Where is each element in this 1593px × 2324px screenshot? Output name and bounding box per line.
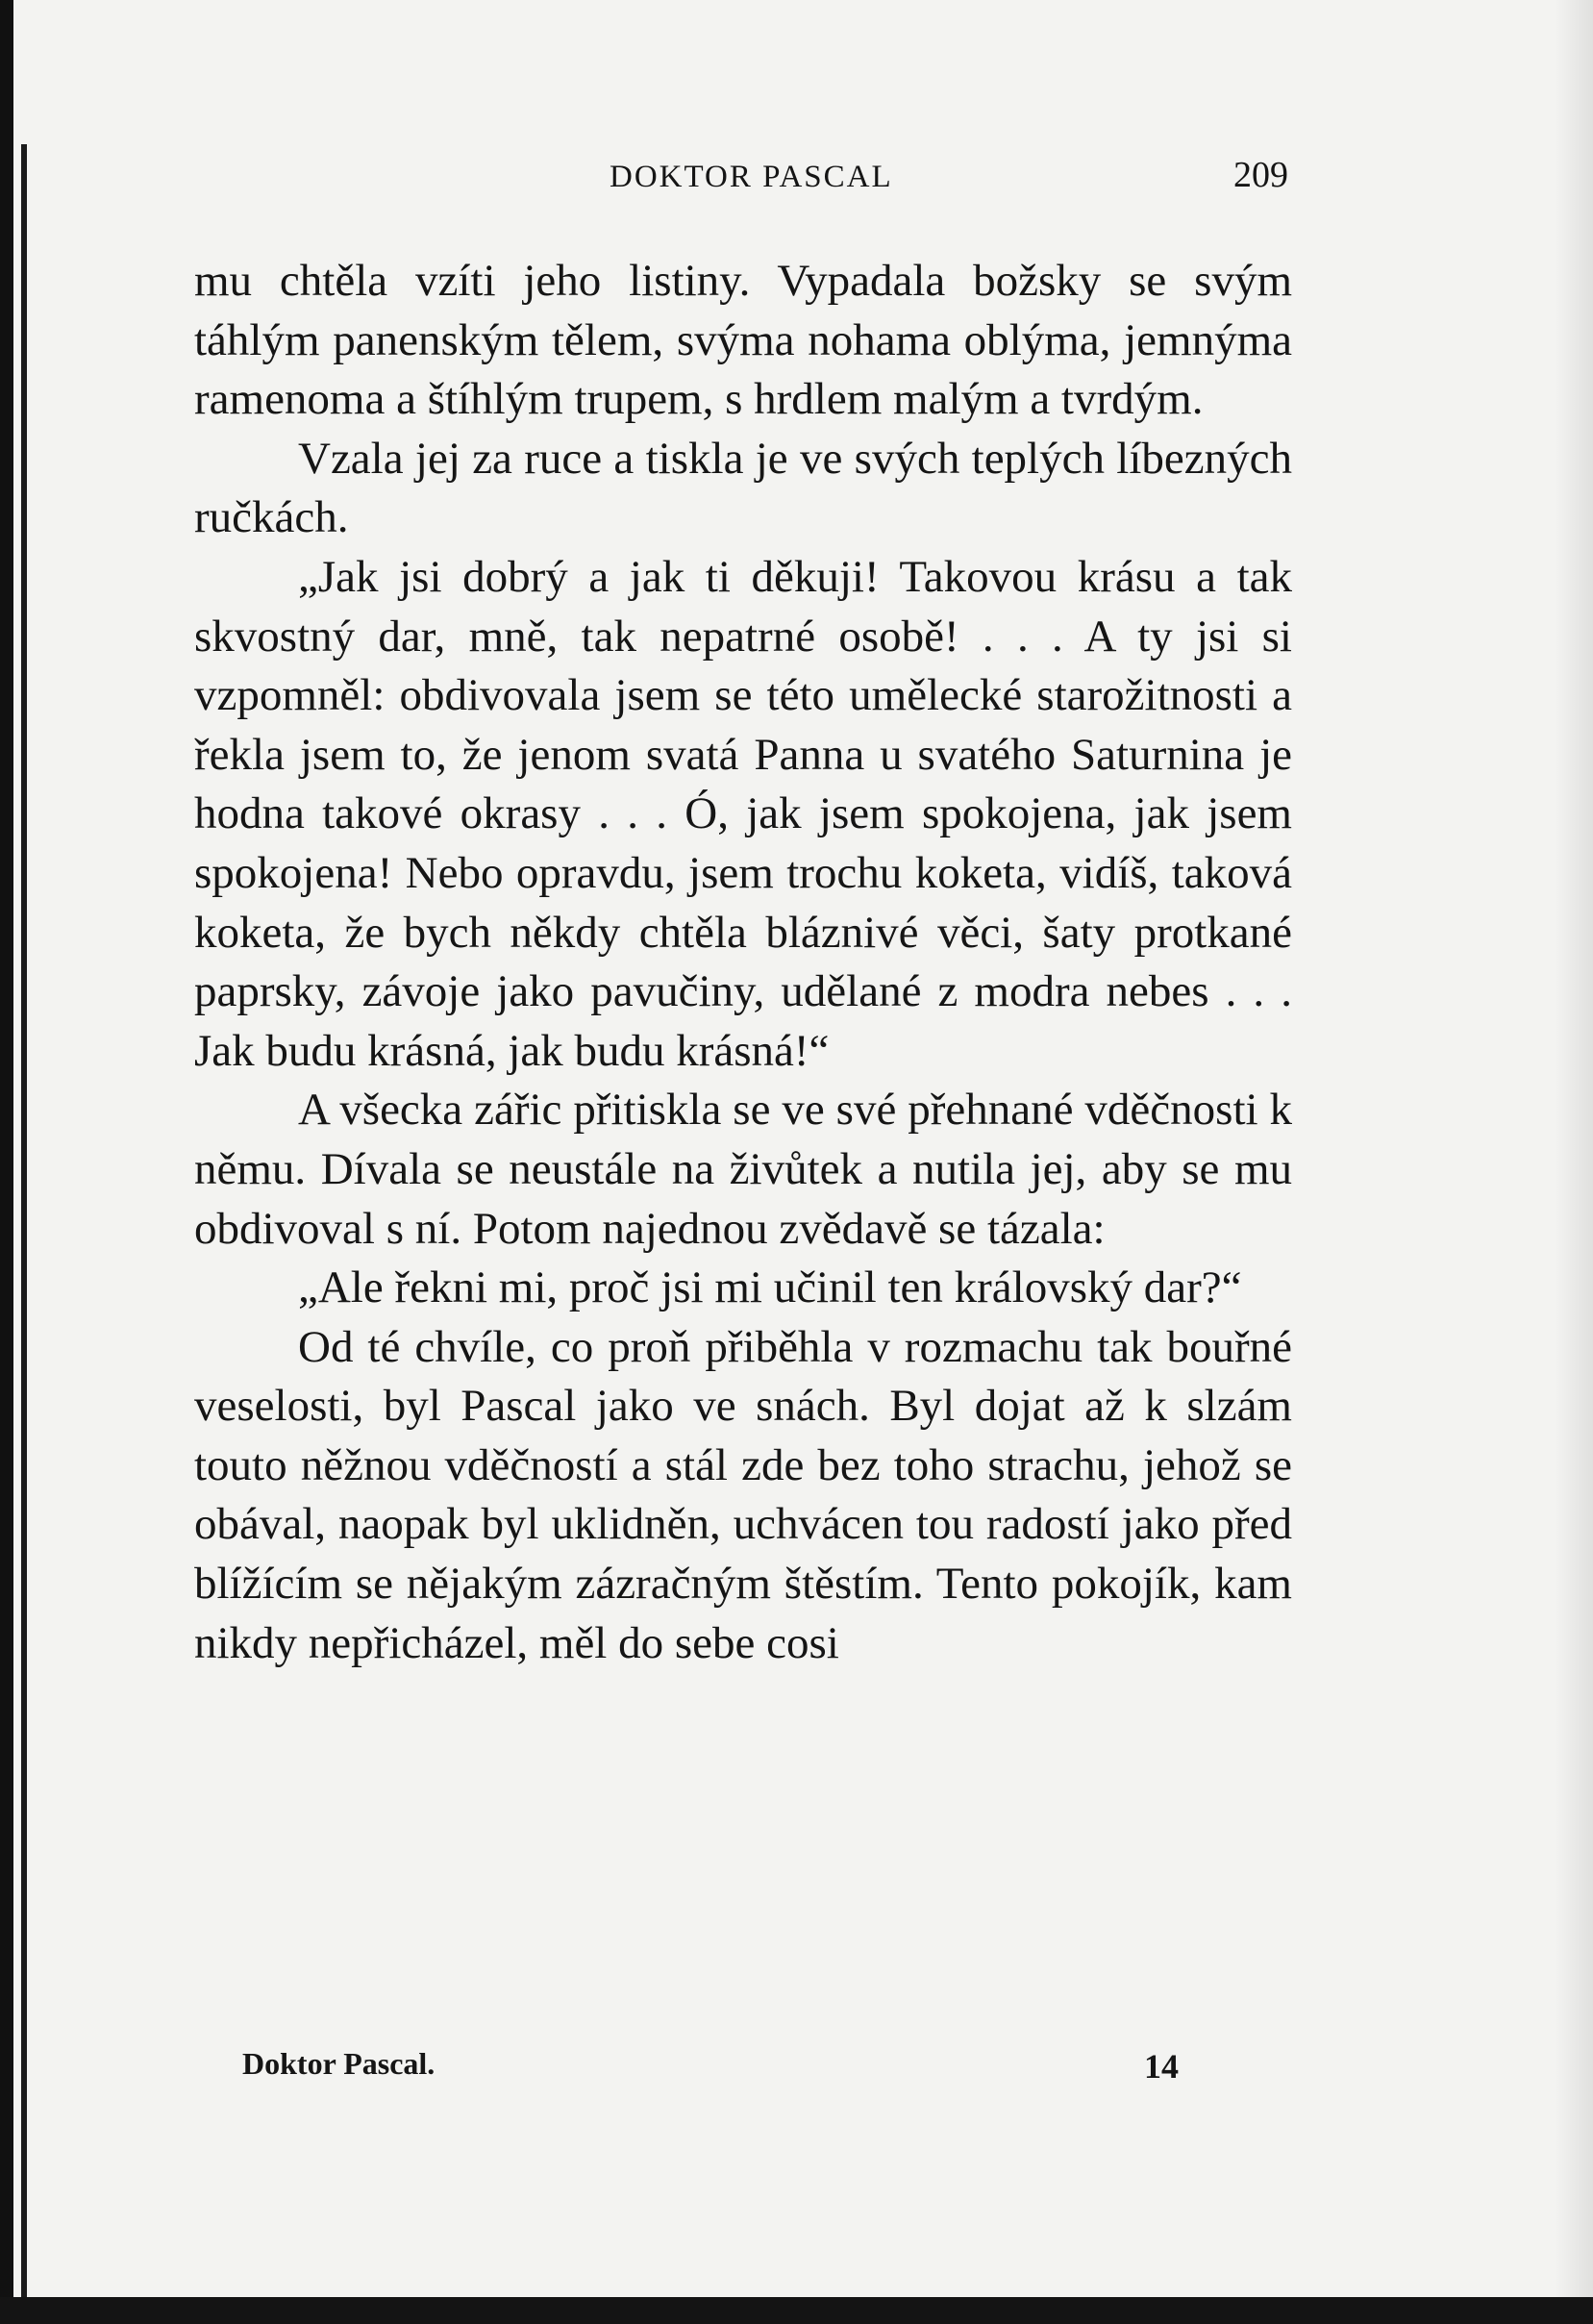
paragraph: „Jak jsi dobrý a jak ti děkuji! Takovou krásu a tak skvostný dar, mně, tak nepatrné osobě! . . . A ty jsi si vzpomněl: obdivovala jsem se této umělecké starožitnosti a řekla jsem to, že jenom svatá Panna u svatého Saturnina je hodna takové okrasy . . . Ó, jak jsem spokojena, jak jsem spokojena! Nebo opravdu, jsem trochu koketa, vidíš, taková koketa, že bych někdy chtěla bláznivé věci, šaty protkané paprsky, závoje jako pavučiny, udělané z modra nebes . . . Jak budu krásná, jak budu krásná!“ [194,551,1292,1076]
running-title: DOKTOR PASCAL [610,160,893,194]
scan-shade-right [1555,0,1593,2324]
paragraph: Vzala jej za ruce a tiskla je ve svých teplých líbezných ručkách. [194,433,1292,543]
paragraph: mu chtěla vzíti jeho listiny. Vypadala božsky se svým táhlým panenským tělem, svýma nohama oblýma, jemnýma ramenoma a štíhlým trupem, s hrdlem malým a tvrdým. [194,256,1292,425]
page-number: 209 [1233,155,1288,195]
paragraph: A všecka zářic přitiskla se ve své přehnané vděčnosti k němu. Dívala se neustále na živůtek a nutila jej, aby se mu obdivoval s ní. Potom najednou zvědavě se tázala: [194,1085,1292,1254]
body-text [194,252,1292,1673]
scan-border-bottom [0,2297,1593,2324]
signature-title: Doktor Pascal. [242,2046,436,2081]
signature-number: 14 [1144,2047,1179,2086]
paragraph: Od té chvíle, co proň přiběhla v rozmachu tak bouřné veselosti, byl Pascal jako ve snách. Byl dojat až k slzám touto něžnou vděčností a stál zde bez toho strachu, jehož se obával, naopak byl uklidněn, uchvácen tou radostí jako před blížícím se nějakým zázračným štěstím. Tento pokojík, kam nikdy nepřicházel, měl do sebe cosi [194,1321,1292,1668]
page-header [192,154,1288,202]
scan-border-left-inner [21,144,27,2324]
paragraph: „Ale řekni mi, proč jsi mi učinil ten královský dar?“ [298,1262,1242,1313]
page-footer [242,2046,1184,2094]
scan-border-left [0,0,13,2324]
